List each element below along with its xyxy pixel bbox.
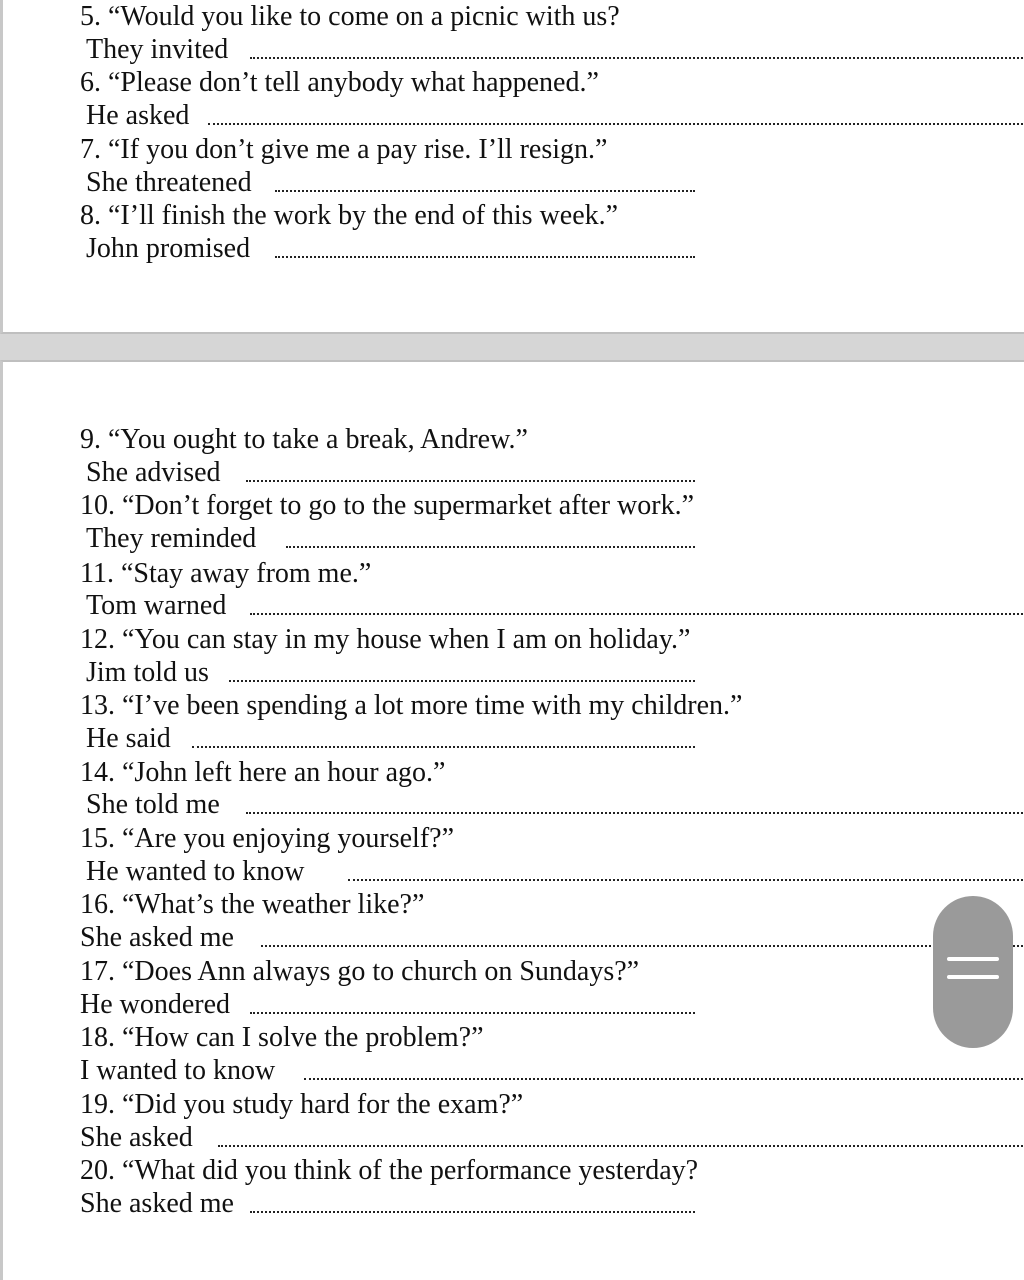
question-17: 17. “Does Ann always go to church on Sundays?” xyxy=(80,956,640,987)
prompt-16: She asked me xyxy=(80,922,234,953)
prompt-15: He wanted to know xyxy=(86,856,305,887)
grip-line-icon xyxy=(947,957,999,961)
answer-line-13[interactable] xyxy=(192,746,695,748)
answer-line-7[interactable] xyxy=(275,190,695,192)
answer-line-12[interactable] xyxy=(229,680,695,682)
answer-line-5[interactable] xyxy=(250,57,1024,59)
question-6: 6. “Please don’t tell anybody what happened.” xyxy=(80,67,599,98)
scroll-handle[interactable] xyxy=(933,896,1013,1048)
question-14: 14. “John left here an hour ago.” xyxy=(80,757,446,788)
answer-line-11[interactable] xyxy=(250,613,1024,615)
answer-line-20[interactable] xyxy=(250,1211,695,1213)
prompt-18: I wanted to know xyxy=(80,1055,276,1086)
question-10: 10. “Don’t forget to go to the supermarket after work.” xyxy=(80,490,695,521)
answer-line-6[interactable] xyxy=(208,123,1024,125)
document-page-bottom xyxy=(0,360,1024,1280)
prompt-14: She told me xyxy=(86,789,220,820)
question-8: 8. “I’ll finish the work by the end of this week.” xyxy=(80,200,619,231)
question-5: 5. “Would you like to come on a picnic with us? xyxy=(80,1,620,32)
prompt-6: He asked xyxy=(86,100,190,131)
prompt-10: They reminded xyxy=(86,523,257,554)
answer-line-8[interactable] xyxy=(275,256,695,258)
question-19: 19. “Did you study hard for the exam?” xyxy=(80,1089,524,1120)
answer-line-17[interactable] xyxy=(250,1012,695,1014)
prompt-12: Jim told us xyxy=(86,657,209,688)
document-page-top xyxy=(0,0,1024,334)
prompt-13: He said xyxy=(86,723,171,754)
prompt-17: He wondered xyxy=(80,989,231,1020)
answer-line-18[interactable] xyxy=(304,1078,1024,1080)
question-20: 20. “What did you think of the performance yesterday? xyxy=(80,1155,699,1186)
question-15: 15. “Are you enjoying yourself?” xyxy=(80,823,454,854)
prompt-19: She asked xyxy=(80,1122,193,1153)
prompt-7: She threatened xyxy=(86,167,252,198)
grip-line-icon xyxy=(947,975,999,979)
answer-line-19[interactable] xyxy=(218,1145,1024,1147)
prompt-11: Tom warned xyxy=(86,590,227,621)
prompt-8: John promised xyxy=(86,233,251,264)
question-11: 11. “Stay away from me.” xyxy=(80,558,372,589)
question-16: 16. “What’s the weather like?” xyxy=(80,889,425,920)
prompt-20: She asked me xyxy=(80,1188,234,1219)
question-7: 7. “If you don’t give me a pay rise. I’ll resign.” xyxy=(80,134,608,165)
answer-line-15[interactable] xyxy=(348,879,1024,881)
answer-line-16[interactable] xyxy=(261,945,1024,947)
prompt-5: They invited xyxy=(86,34,229,65)
prompt-9: She advised xyxy=(86,457,221,488)
question-18: 18. “How can I solve the problem?” xyxy=(80,1022,484,1053)
answer-line-14[interactable] xyxy=(246,812,1024,814)
question-9: 9. “You ought to take a break, Andrew.” xyxy=(80,424,528,455)
question-12: 12. “You can stay in my house when I am on holiday.” xyxy=(80,624,691,655)
question-13: 13. “I’ve been spending a lot more time with my children.” xyxy=(80,690,743,721)
answer-line-9[interactable] xyxy=(246,480,695,482)
answer-line-10[interactable] xyxy=(286,546,695,548)
